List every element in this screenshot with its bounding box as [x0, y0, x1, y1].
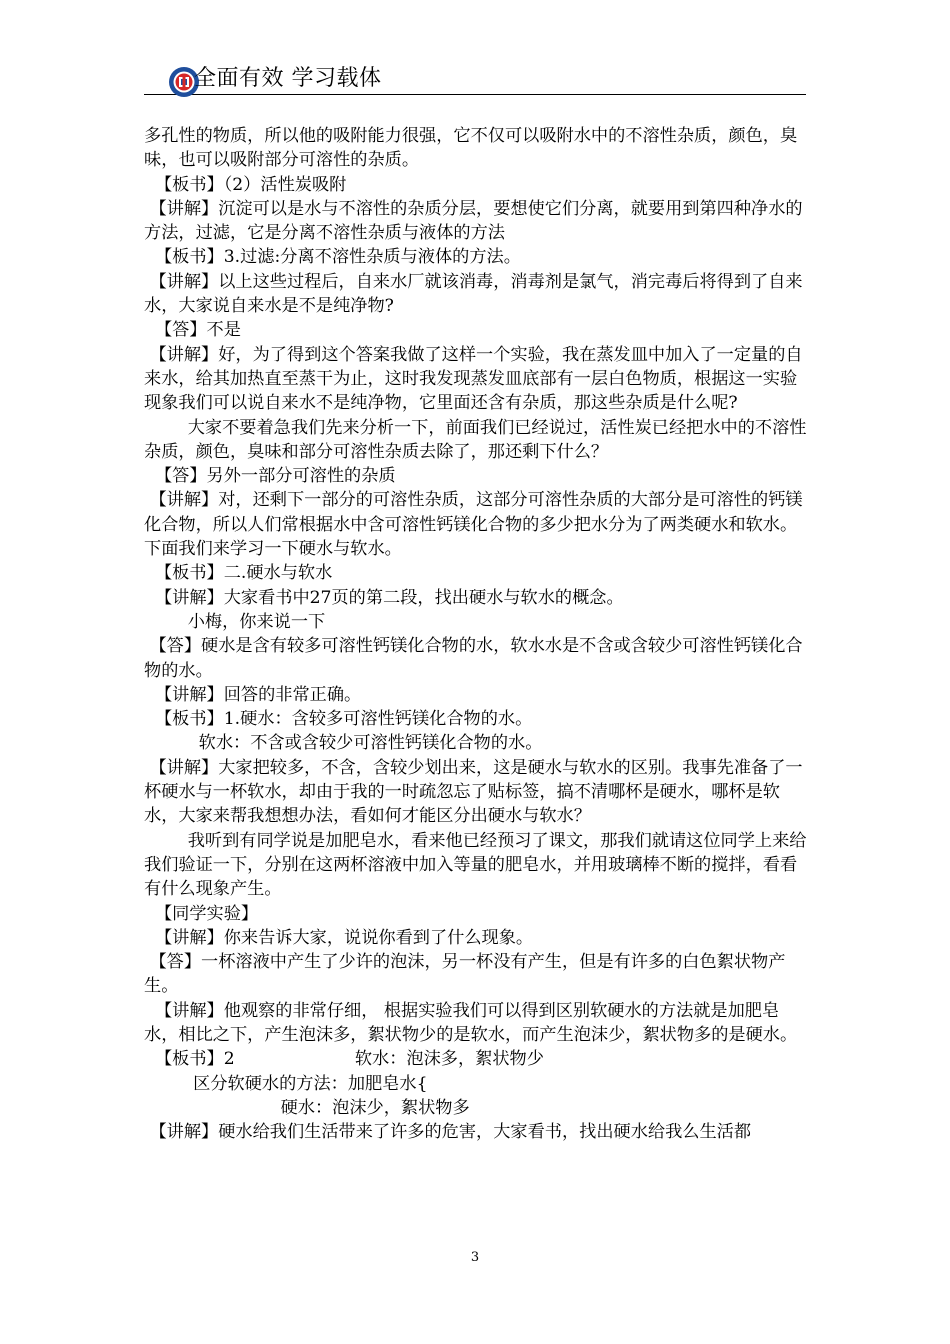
- page-number: 3: [470, 1250, 480, 1265]
- paragraph: 大家不要着急我们先来分析一下，前面我们已经说过，活性炭已经把水中的不溶性杂质，颜色，臭味和部分可溶性杂质去除了，那还剩下什么？: [144, 417, 807, 462]
- paragraph: 【讲解】大家把较多，不含，含较少划出来，这是硬水与软水的区别。我事先准备了一杯硬水与一杯软水，却由于我的一时疏忽忘了贴标签，搞不清哪杯是硬水，哪杯是软水，大家来帮我想想办法，看如何才能区分出硬水与软水？: [144, 757, 803, 827]
- paragraph: 【答】硬水是含有较多可溶性钙镁化合物的水，软水水是不含或含较少可溶性钙镁化合物的水。: [144, 636, 803, 681]
- paragraph: 【讲解】好，为了得到这个答案我做了这样一个实验，我在蒸发皿中加入了一定量的自来水，给其加热直至蒸干为止，这时我发现蒸发皿底部有一层白色物质，根据这一实验现象我们可以说自来水不是纯净物，它里面还含有杂质，那这些杂质是什么呢?: [144, 344, 803, 414]
- paragraph: 多孔性的物质，所以他的吸附能力很强，它不仅可以吸附水中的不溶性杂质，颜色，臭味，也可以吸附部分可溶性的杂质。: [144, 126, 798, 171]
- paragraph: 【板书】二.硬水与软水: [144, 563, 333, 584]
- paragraph: 【板书】1.硬水：含较多可溶性钙镁化合物的水。: [144, 709, 533, 730]
- header-title: 全面有效 学习载体: [194, 66, 382, 91]
- paragraph: 【讲解】他观察的非常仔细， 根据实验我们可以得到区别软硬水的方法就是加肥皂水，相比之下，产生泡沫多，絮状物少的是软水，而产生泡沫少，絮状物多的是硬水。: [144, 1000, 798, 1045]
- paragraph: 【讲解】你来告诉大家，说说你看到了什么现象。: [144, 927, 534, 948]
- paragraph: 【板书】（2）活性炭吸附: [144, 174, 347, 195]
- page-header: [144, 62, 806, 95]
- paragraph: 小梅，你来说一下: [144, 611, 326, 632]
- paragraph: 硬水：泡沫少，絮状物多: [144, 1097, 470, 1118]
- paragraph: 【讲解】大家看书中27页的第二段，找出硬水与软水的概念。: [144, 587, 624, 608]
- paragraph: 【答】不是: [144, 320, 241, 341]
- paragraph: 软水：不含或含较少可溶性钙镁化合物的水。: [144, 733, 543, 754]
- paragraph: 【答】一杯溶液中产生了少许的泡沫，另一杯没有产生，但是有许多的白色絮状物产生。: [144, 952, 786, 997]
- paragraph: 【答】另外一部分可溶性的杂质: [144, 466, 396, 487]
- paragraph: 区分软硬水的方法：加肥皂水{: [144, 1073, 428, 1094]
- paragraph: 【讲解】以上这些过程后，自来水厂就该消毒，消毒剂是氯气，消完毒后将得到了自来水，大家说自来水是不是纯净物?: [144, 271, 803, 317]
- paragraph: 【讲解】沉淀可以是水与不溶性的杂质分层，要想使它们分离，就要用到第四种净水的方法，过滤，它是分离不溶性杂质与液体的方法: [144, 198, 803, 244]
- paragraph: 我听到有同学说是加肥皂水，看来他已经预习了课文，那我们就请这位同学上来给我们验证一下，分别在这两杯溶液中加入等量的肥皂水，并用玻璃棒不断的搅拌，看看有什么现象产生。: [144, 830, 807, 900]
- paragraph: 【同学实验】: [144, 903, 259, 924]
- paragraph: 【板书】2 软水：泡沫多，絮状物少: [144, 1049, 544, 1070]
- paragraph: 【讲解】对，还剩下一部分的可溶性杂质，这部分可溶性杂质的大部分是可溶性的钙镁化合物，所以人们常根据水中含可溶性钙镁化合物的多少把水分为了两类硬水和软水。下面我们来学习一下硬水与软水。: [144, 490, 803, 560]
- paragraph: 【讲解】硬水给我们生活带来了许多的危害，大家看书，找出硬水给我么生活都: [144, 1122, 752, 1143]
- paragraph: 【板书】3.过滤:分离不溶性杂质与液体的方法。: [144, 247, 521, 268]
- document-body: [144, 124, 808, 1144]
- paragraph: 【讲解】回答的非常正确。: [144, 684, 362, 705]
